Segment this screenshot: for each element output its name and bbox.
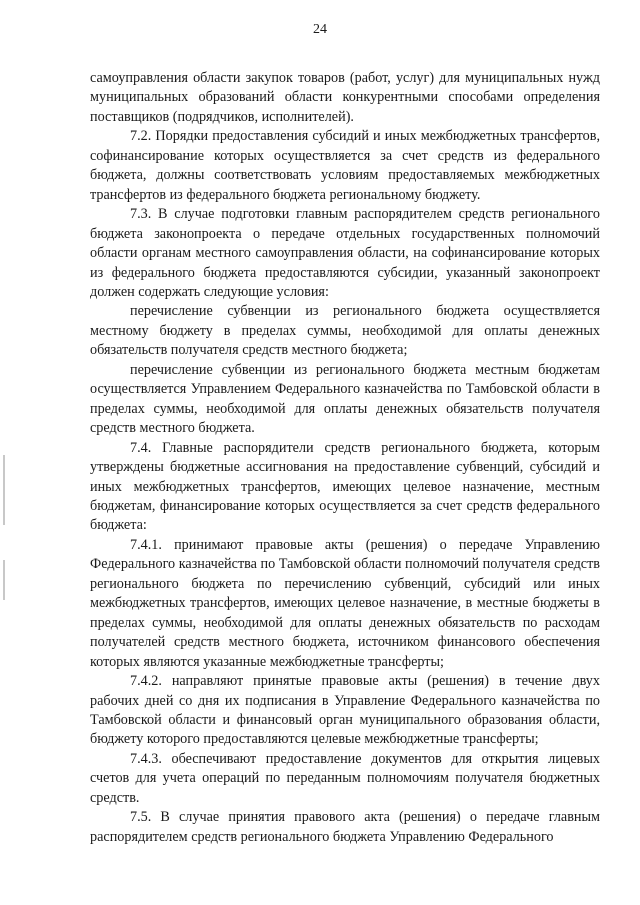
paragraph-7-4-1: 7.4.1. принимают правовые акты (решения) о передаче Управлению Федерального казначейства по Тамбовской области полномочий получателя средств регионального бюджета по перечислению субвенций, субсидий или иных межбюджетных трансфертов, имеющих целевое назначение, в местные бюджеты в пределах суммы, необходимой для оплаты денежных обязательств по расходам получателей средств местного бюджета, источником финансового обеспечения которых являются указанные межбюджетные трансферты;: [90, 536, 600, 670]
paragraph-7-4-2: 7.4.2. направляют принятые правовые акты (решения) в течение двух рабочих дней со дня их подписания в Управление Федерального казначейства по Тамбовской области и финансовый орган муниципального образования области, бюджету которого предоставляются целевые межбюджетные трансферты;: [90, 673, 600, 748]
paragraph-7-4-3: 7.4.3. обеспечивают предоставление документов для открытия лицевых счетов для учета операций по переданным полномочиям получателя бюджетных средств.: [90, 750, 600, 806]
paragraph-continuation: самоуправления области закупок товаров (работ, услуг) для муниципальных нужд муниципальных образований области конкурентными способами определения поставщиков (подрядчиков, исполнителей).: [90, 70, 600, 125]
page-number: 24: [313, 22, 327, 37]
paragraph-7-5: 7.5. В случае принятия правового акта (решения) о передаче главным распорядителем средств регионального бюджета Управлению Федерального: [90, 809, 600, 845]
paragraph-7-3: 7.3. В случае подготовки главным распорядителем средств регионального бюджета законопроекта о передаче отдельных государственных полномочий области органам местного самоуправления области, на софинансирование которых из федерального бюджета предоставляются субсидии, указанный законопроект должен содержать следующие условия:: [90, 206, 600, 300]
paragraph-condition-2: перечисление субвенции из регионального бюджета местным бюджетам осуществляется Управлением Федерального казначейства по Тамбовской области в пределах суммы, необходимой для оплаты денежных обязательств получателя средств местного бюджета.: [90, 361, 600, 437]
paragraph-7-4: 7.4. Главные распорядители средств регионального бюджета, которым утверждены бюджетные ассигнования на предоставление субвенций, субсидий и иных межбюджетных трансфертов, имеющих целевое назначение, местным бюджетам, финансирование которых осуществляется за счет средств федерального бюджета:: [90, 439, 600, 534]
document-body: [90, 69, 600, 847]
binding-edge-mark: [3, 455, 5, 525]
paragraph-condition-1: перечисление субвенции из регионального бюджета осуществляется местному бюджету в пределах суммы, необходимой для оплаты денежных обязательств получателя средств местного бюджета;: [90, 303, 600, 359]
paragraph-7-2: 7.2. Порядки предоставления субсидий и иных межбюджетных трансфертов, софинансирование которых осуществляется за счет средств из федерального бюджета, должны соответствовать условиям предоставляемых межбюджетных трансфертов из федерального бюджета региональному бюджету.: [90, 128, 600, 203]
binding-edge-mark: [3, 560, 5, 600]
